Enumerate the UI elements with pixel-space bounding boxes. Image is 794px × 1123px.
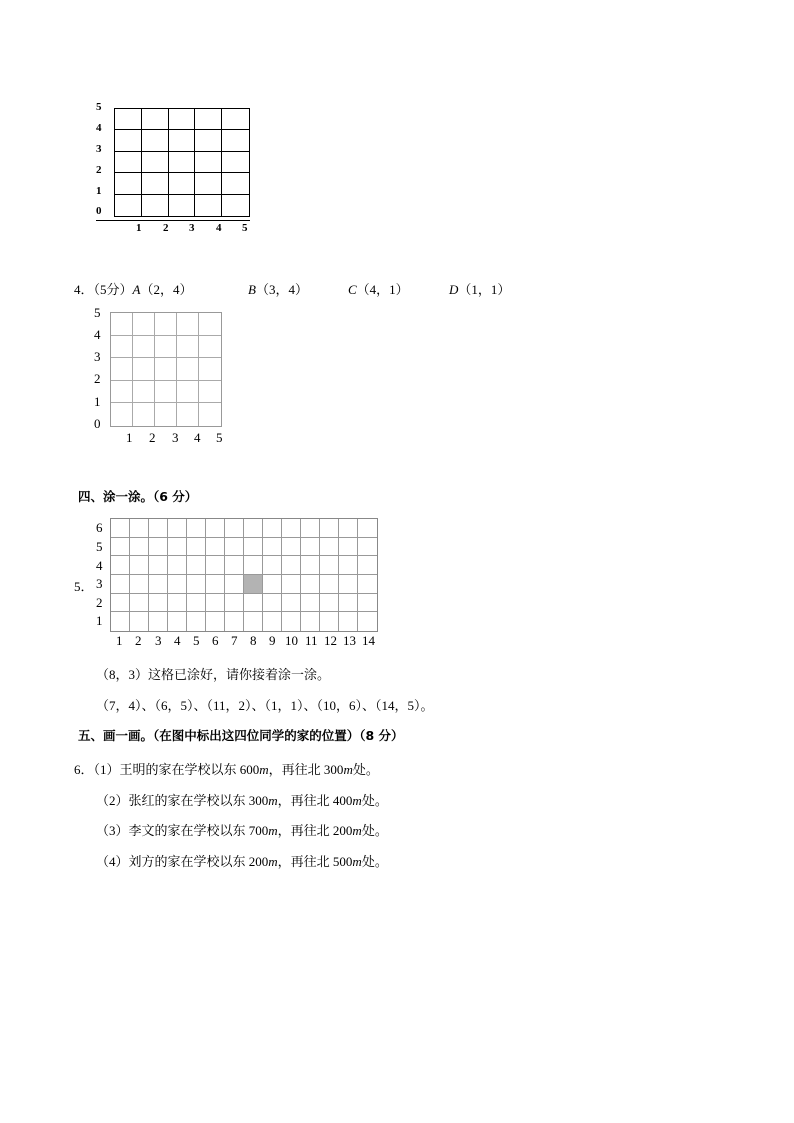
y-tick-label: 5 — [96, 539, 103, 554]
grid-cell — [169, 130, 196, 151]
grid-cell — [339, 538, 358, 557]
grid-cell — [177, 336, 199, 359]
grid-cell — [320, 594, 339, 613]
grid-cell — [111, 575, 130, 594]
y-tick-label: 1 — [96, 185, 102, 197]
grid-cell — [168, 594, 187, 613]
grid-cell — [320, 556, 339, 575]
grid-cell — [301, 538, 320, 557]
y-tick-label: 1 — [94, 394, 101, 409]
q6-item2-text-b: ，再往北 400 — [277, 793, 353, 808]
grid-cell — [155, 403, 177, 426]
q6-item3 — [96, 820, 388, 839]
y-tick-label: 0 — [96, 205, 102, 217]
grid-cell — [358, 575, 377, 594]
x-tick-label: 3 — [155, 633, 162, 648]
q6-item2 — [96, 790, 388, 809]
q6-item2-text-a: （2）张红的家在学校以东 300 — [96, 793, 269, 808]
q4-number: 4．（5分） — [74, 282, 133, 297]
grid-cell — [169, 173, 196, 194]
unit-m: m — [352, 854, 362, 869]
grid-cell — [282, 575, 301, 594]
point-d-coord: （1，1） — [458, 282, 511, 297]
grid-cell — [149, 594, 168, 613]
grid-cell — [206, 575, 225, 594]
grid-cell — [199, 336, 221, 359]
grid-cell — [115, 130, 142, 151]
grid-cell — [177, 381, 199, 404]
y-tick-label: 2 — [94, 371, 101, 386]
y-tick-label: 5 — [94, 305, 101, 320]
grid-cell — [244, 594, 263, 613]
x-tick-label: 1 — [126, 430, 133, 445]
grid-cell — [282, 594, 301, 613]
x-tick-label: 4 — [194, 430, 201, 445]
y-tick-label: 4 — [94, 327, 101, 342]
x-tick-label: 1 — [136, 222, 142, 234]
x-tick-label: 14 — [362, 633, 375, 648]
grid-cell — [282, 612, 301, 631]
y-tick-label: 4 — [96, 558, 103, 573]
grid-cell — [195, 109, 222, 130]
grid-cell — [225, 575, 244, 594]
grid-cell — [320, 575, 339, 594]
grid-cell — [222, 152, 249, 173]
point-b-coord: （3，4） — [255, 282, 308, 297]
y-tick-label: 6 — [96, 520, 103, 535]
unit-m: m — [352, 823, 362, 838]
q6-item4-text-a: （4）刘方的家在学校以东 200 — [96, 854, 269, 869]
y-tick-label: 1 — [96, 613, 103, 628]
grid-cell — [111, 519, 130, 538]
grid-cell — [133, 313, 155, 336]
grid-cell — [199, 381, 221, 404]
grid-cell — [222, 109, 249, 130]
grid-cell — [111, 556, 130, 575]
grid-cell — [263, 556, 282, 575]
grid-cell — [187, 519, 206, 538]
y-tick-label: 2 — [96, 595, 103, 610]
grid-cell — [111, 612, 130, 631]
x-tick-label: 4 — [174, 633, 181, 648]
grid-cell — [206, 538, 225, 557]
grid-cell — [195, 173, 222, 194]
grid-cell — [142, 152, 169, 173]
grid-cell — [149, 575, 168, 594]
q5-grid-cells — [110, 518, 378, 632]
x-tick-label: 8 — [250, 633, 257, 648]
grid-cell — [111, 336, 133, 359]
x-tick-label: 1 — [116, 633, 123, 648]
grid-cell — [282, 519, 301, 538]
grid-cell — [225, 612, 244, 631]
unit-m: m — [259, 762, 269, 777]
q6-number: 6． — [74, 762, 94, 777]
grid-cell — [115, 195, 142, 216]
grid-cell — [149, 538, 168, 557]
grid-cell — [149, 556, 168, 575]
y-tick-label: 3 — [96, 576, 103, 591]
grid-cell — [133, 381, 155, 404]
unit-m: m — [268, 854, 278, 869]
q6-item2-text-c: 处。 — [361, 793, 388, 808]
x-tick-label: 2 — [149, 430, 156, 445]
x-tick-label: 4 — [216, 222, 222, 234]
point-b-letter: B — [248, 282, 256, 297]
grid-cell — [195, 195, 222, 216]
grid-cell — [358, 538, 377, 557]
grid-cell — [155, 336, 177, 359]
grid1-axis-baseline — [96, 220, 250, 221]
point-c — [348, 279, 409, 298]
point-b — [248, 279, 308, 298]
grid-cell — [130, 575, 149, 594]
grid-cell — [130, 594, 149, 613]
x-tick-label: 7 — [231, 633, 238, 648]
q6-item4-text-b: ，再往北 500 — [277, 854, 353, 869]
grid-cell — [111, 358, 133, 381]
grid-cell — [169, 152, 196, 173]
grid-cell — [222, 130, 249, 151]
grid-cell — [149, 519, 168, 538]
grid-cell — [339, 519, 358, 538]
grid-cell — [206, 519, 225, 538]
grid-cell — [263, 519, 282, 538]
grid-cell — [301, 594, 320, 613]
grid-cell — [244, 538, 263, 557]
point-c-coord: （4，1） — [356, 282, 409, 297]
grid-cell — [263, 612, 282, 631]
grid-cell — [115, 173, 142, 194]
grid-cell — [199, 313, 221, 336]
q6-item1-text-b: ，再往北 300 — [268, 762, 344, 777]
grid-cell — [187, 612, 206, 631]
x-tick-label: 2 — [163, 222, 169, 234]
grid-cell — [111, 538, 130, 557]
grid-cell — [142, 195, 169, 216]
grid-cell — [339, 612, 358, 631]
grid-cell — [320, 538, 339, 557]
q4-line — [74, 279, 192, 298]
y-tick-label: 3 — [94, 349, 101, 364]
section5-heading: 五、画一画。（在图中标出这四位同学的家的位置）（8 分） — [78, 728, 404, 743]
grid-cell — [187, 594, 206, 613]
unit-m: m — [268, 823, 278, 838]
grid-cell — [206, 556, 225, 575]
point-c-letter: C — [348, 282, 357, 297]
grid-cell — [225, 556, 244, 575]
q5-instruction: （8，3）这格已涂好，请你接着涂一涂。 — [96, 667, 331, 682]
grid-cell — [155, 313, 177, 336]
grid-cell — [187, 538, 206, 557]
grid-cell — [115, 109, 142, 130]
grid-cell — [168, 556, 187, 575]
grid-cell — [263, 594, 282, 613]
x-tick-label: 12 — [324, 633, 337, 648]
grid-cell — [155, 358, 177, 381]
grid-cell — [130, 519, 149, 538]
grid-cell — [301, 519, 320, 538]
x-tick-label: 13 — [343, 633, 356, 648]
grid-cell — [244, 556, 263, 575]
grid-cell — [155, 381, 177, 404]
grid-cell — [168, 612, 187, 631]
grid-cell — [187, 556, 206, 575]
grid-cell — [149, 612, 168, 631]
grid2-cells — [110, 312, 222, 427]
grid-cell — [320, 612, 339, 631]
x-tick-label: 3 — [172, 430, 179, 445]
grid-cell — [282, 538, 301, 557]
grid-cell — [177, 313, 199, 336]
grid-cell — [320, 519, 339, 538]
grid-cell — [169, 195, 196, 216]
grid-cell — [301, 612, 320, 631]
grid-cell — [195, 152, 222, 173]
x-tick-label: 10 — [285, 633, 298, 648]
grid-cell — [168, 538, 187, 557]
grid-cell — [263, 538, 282, 557]
grid-cell — [199, 403, 221, 426]
q6-item1-text-c: 处。 — [352, 762, 379, 777]
unit-m: m — [352, 793, 362, 808]
grid-cell — [142, 173, 169, 194]
grid-cell — [168, 519, 187, 538]
grid-cell — [111, 381, 133, 404]
grid-cell — [222, 173, 249, 194]
y-tick-label: 0 — [94, 416, 101, 431]
grid-cell — [244, 612, 263, 631]
grid-cell — [358, 556, 377, 575]
grid-cell — [339, 575, 358, 594]
grid-cell — [195, 130, 222, 151]
x-tick-label: 5 — [216, 430, 223, 445]
grid-cell — [244, 519, 263, 538]
grid-cell — [301, 556, 320, 575]
grid-cell — [358, 594, 377, 613]
q6-item3-text-b: ，再往北 200 — [277, 823, 353, 838]
point-a-coord: （2，4） — [140, 282, 193, 297]
x-tick-label: 5 — [193, 633, 200, 648]
x-tick-label: 6 — [212, 633, 219, 648]
y-tick-label: 4 — [96, 122, 102, 134]
q6-item1 — [74, 759, 379, 778]
grid-cell — [133, 403, 155, 426]
grid1-cells — [114, 108, 250, 217]
grid-cell — [225, 538, 244, 557]
grid-cell — [133, 336, 155, 359]
grid-cell — [263, 575, 282, 594]
grid-cell — [225, 594, 244, 613]
grid-cell — [358, 612, 377, 631]
unit-m: m — [343, 762, 353, 777]
unit-m: m — [268, 793, 278, 808]
grid-cell — [111, 594, 130, 613]
grid-cell — [225, 519, 244, 538]
x-tick-label: 11 — [305, 633, 318, 648]
grid-cell — [142, 109, 169, 130]
q6-item4-text-c: 处。 — [361, 854, 388, 869]
y-tick-label: 5 — [96, 101, 102, 113]
x-tick-label: 2 — [135, 633, 142, 648]
grid-cell — [206, 594, 225, 613]
grid-cell — [130, 612, 149, 631]
shaded-cell — [244, 575, 263, 594]
grid-cell — [142, 130, 169, 151]
grid-cell — [168, 575, 187, 594]
grid-cell — [169, 109, 196, 130]
grid-cell — [177, 358, 199, 381]
q6-item1-text-a: （1）王明的家在学校以东 600 — [93, 762, 260, 777]
grid-cell — [339, 556, 358, 575]
point-d-letter: D — [449, 282, 459, 297]
x-tick-label: 5 — [242, 222, 248, 234]
q6-item4 — [96, 851, 388, 870]
grid-cell — [282, 556, 301, 575]
grid-cell — [199, 358, 221, 381]
q5-number: 5． — [74, 579, 94, 594]
q6-item3-text-c: 处。 — [361, 823, 388, 838]
grid-cell — [187, 575, 206, 594]
y-tick-label: 2 — [96, 164, 102, 176]
point-a-letter: A — [132, 282, 141, 297]
grid-cell — [115, 152, 142, 173]
grid-cell — [111, 403, 133, 426]
point-d — [449, 279, 510, 298]
section4-heading: 四、涂一涂。（6 分） — [78, 489, 198, 504]
grid-cell — [301, 575, 320, 594]
grid-cell — [130, 556, 149, 575]
grid-cell — [358, 519, 377, 538]
grid-cell — [111, 313, 133, 336]
grid-cell — [177, 403, 199, 426]
x-tick-label: 3 — [189, 222, 195, 234]
grid-cell — [206, 612, 225, 631]
grid-cell — [339, 594, 358, 613]
q5-coords-list: （7，4）、（6，5）、（11，2）、（1，1）、（10，6）、（14，5）。 — [96, 698, 434, 713]
grid-cell — [130, 538, 149, 557]
grid-cell — [222, 195, 249, 216]
x-tick-label: 9 — [269, 633, 276, 648]
grid-cell — [133, 358, 155, 381]
y-tick-label: 3 — [96, 143, 102, 155]
q6-item3-text-a: （3）李文的家在学校以东 700 — [96, 823, 269, 838]
